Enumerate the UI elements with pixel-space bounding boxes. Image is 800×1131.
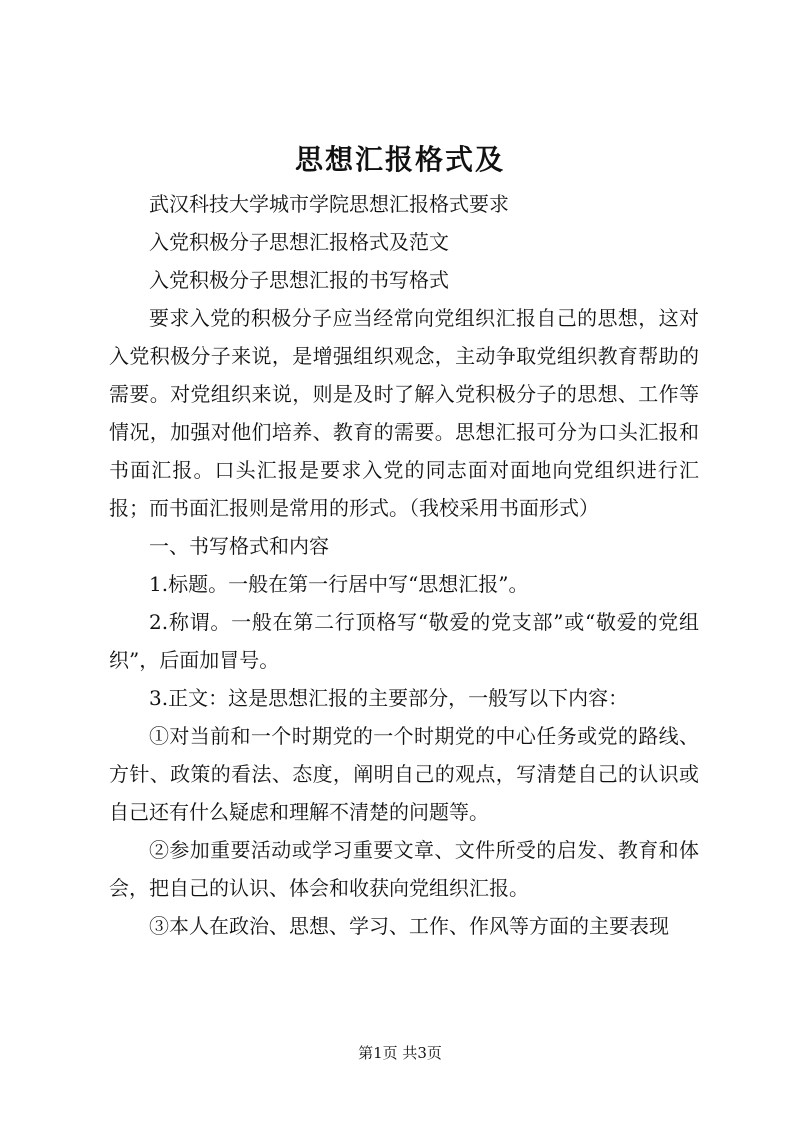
paragraph-subtitle-2: 入党积极分子思想汇报格式及范文 — [149, 230, 449, 254]
paragraph-item-3: 3.正文：这是思想汇报的主要部分，一般写以下内容： — [149, 686, 629, 710]
section-heading: 一、书写格式和内容 — [149, 534, 329, 558]
paragraph-intro: 要求入党的积极分子应当经常向党组织汇报自己的思想，这对入党积极分子来说，是增强组织观念，主动争取党组织教育帮助的需要。对党组织来说，则是及时了解入党积极分子的思想、工作等情况，加强对他们培养、教育的需要。思想汇报可分为口头汇报和书面汇报。口头汇报是要求入党的同志面对面地向党组织进行汇报；而书面汇报则是常用的形式。（我校采用书面形式） — [109, 306, 699, 520]
paragraph-subtitle-1: 武汉科技大学城市学院思想汇报格式要求 — [149, 192, 509, 216]
paragraph-point-2: ②参加重要活动或学习重要文章、文件所受的启发、教育和体会，把自己的认识、体会和收获向党组织汇报。 — [109, 838, 699, 900]
page-number-footer: 第1页 共3页 — [358, 1044, 442, 1062]
paragraph-point-1: ①对当前和一个时期党的一个时期党的中心任务或党的路线、方针、政策的看法、态度，阐明自己的观点，写清楚自己的认识或自己还有什么疑虑和理解不清楚的问题等。 — [109, 724, 699, 824]
paragraph-point-3: ③本人在政治、思想、学习、工作、作风等方面的主要表现 — [149, 914, 669, 938]
document-body — [109, 185, 699, 945]
paragraph-subtitle-3: 入党积极分子思想汇报的书写格式 — [149, 268, 449, 292]
document-title: 思想汇报格式及 — [294, 143, 505, 176]
paragraph-item-2: 2.称谓。一般在第二行顶格写“敬爱的党支部”或“敬爱的党组织”，后面加冒号。 — [109, 610, 699, 672]
paragraph-item-1: 1.标题。一般在第一行居中写“思想汇报”。 — [149, 572, 529, 596]
